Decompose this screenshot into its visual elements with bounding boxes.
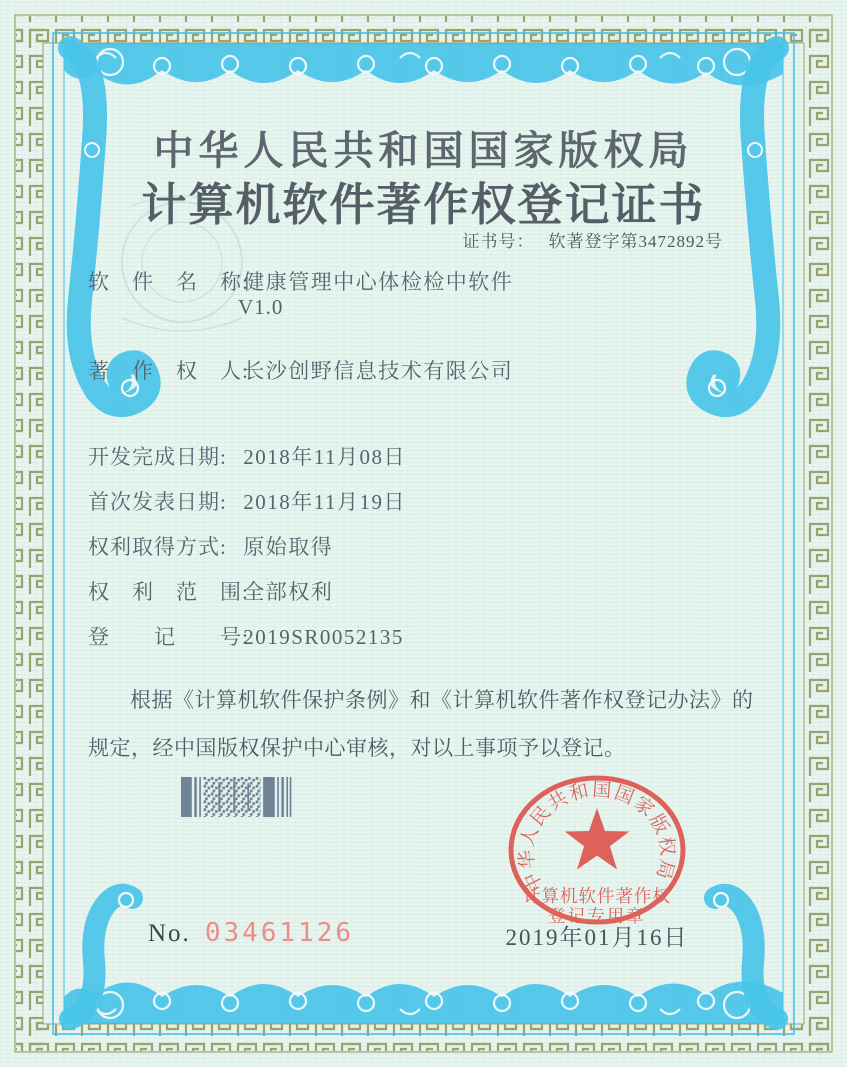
field-label: 权利取得方式: bbox=[88, 535, 227, 559]
five-pointed-star-icon bbox=[565, 808, 630, 870]
field-value: 长沙创野信息技术有限公司 bbox=[243, 359, 514, 383]
seal-date: 2019年01月16日 bbox=[505, 925, 689, 950]
field-value: 2018年11月08日 bbox=[243, 445, 406, 469]
seal-text-line2: 登记专用章 bbox=[548, 906, 646, 926]
certificate-number-line bbox=[463, 227, 724, 252]
field-value: 健康管理中心体检检中软件 bbox=[243, 270, 514, 294]
seal-ring-text: 中华人民共和国国家版权局 bbox=[516, 779, 678, 895]
field-label: 登 记 号: bbox=[88, 625, 249, 649]
field-label: 开发完成日期: bbox=[88, 445, 227, 469]
certificate-title: 计算机软件著作权登记证书 bbox=[141, 180, 706, 230]
certificate-number-label: 证书号： bbox=[462, 232, 535, 251]
authority-title: 中华人民共和国国家版权局 bbox=[153, 128, 694, 173]
field-label: 权 利 范 围: bbox=[88, 580, 249, 604]
field-value: 2018年11月19日 bbox=[243, 490, 406, 514]
field-right-scope bbox=[88, 576, 333, 606]
field-dev-complete-date bbox=[88, 441, 406, 471]
field-label: 软 件 名 称: bbox=[88, 270, 249, 294]
serial-no-label: No. bbox=[148, 920, 191, 947]
field-label: 首次发表日期: bbox=[88, 490, 227, 514]
field-label: 著 作 权 人: bbox=[88, 359, 249, 383]
field-right-acquisition bbox=[88, 531, 333, 561]
seal-text-line1: 计算机软件著作权 bbox=[523, 886, 671, 906]
field-first-publish-date bbox=[88, 486, 406, 516]
field-value: 2019SR0052135 bbox=[243, 625, 404, 649]
field-software-name bbox=[88, 266, 513, 296]
software-version: V1.0 bbox=[238, 295, 284, 319]
registration-statement: 根据《计算机软件保护条例》和《计算机软件著作权登记办法》的规定，经中国版权保护中心审核，对以上事项予以登记。 bbox=[88, 688, 754, 760]
certificate-serial bbox=[148, 918, 354, 948]
field-registration-number bbox=[88, 621, 404, 651]
pdf417-barcode-icon bbox=[181, 777, 293, 817]
serial-no-value: 03461126 bbox=[204, 918, 355, 948]
field-value: 原始取得 bbox=[243, 535, 334, 559]
certificate-number-value: 软著登字第3472892号 bbox=[548, 232, 723, 251]
field-copyright-owner bbox=[88, 355, 513, 385]
field-value: 全部权利 bbox=[243, 580, 334, 604]
